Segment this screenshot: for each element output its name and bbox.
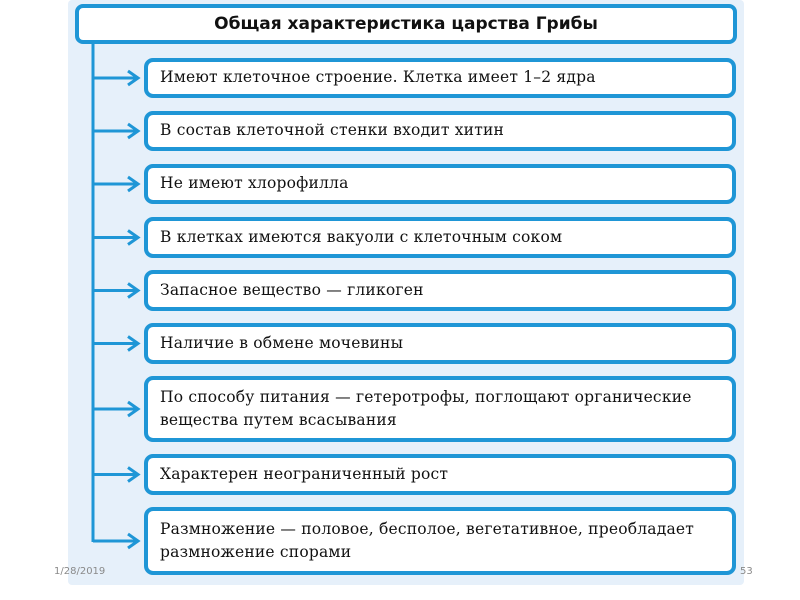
feature-box-1: Имеют клеточное строение. Клетка имеет 1–2 ядра [144, 58, 736, 98]
feature-box-2: В состав клеточной стенки входит хитин [144, 111, 736, 151]
diagram-title: Общая характеристика царства Грибы [75, 4, 737, 44]
feature-box-8: Характерен неограниченный рост [144, 454, 736, 495]
feature-box-7: По способу питания — гетеротрофы, поглощают органические вещества путем всасывания [144, 376, 736, 442]
feature-box-5: Запасное вещество — гликоген [144, 270, 736, 311]
feature-box-9: Размножение — половое, бесполое, вегетативное, преобладает размножение спорами [144, 507, 736, 575]
feature-box-3: Не имеют хлорофилла [144, 164, 736, 204]
slide-page-number: 53 [740, 566, 753, 577]
slide-date: 1/28/2019 [54, 566, 106, 577]
feature-box-4: В клетках имеются вакуоли с клеточным соком [144, 217, 736, 258]
feature-box-6: Наличие в обмене мочевины [144, 323, 736, 364]
